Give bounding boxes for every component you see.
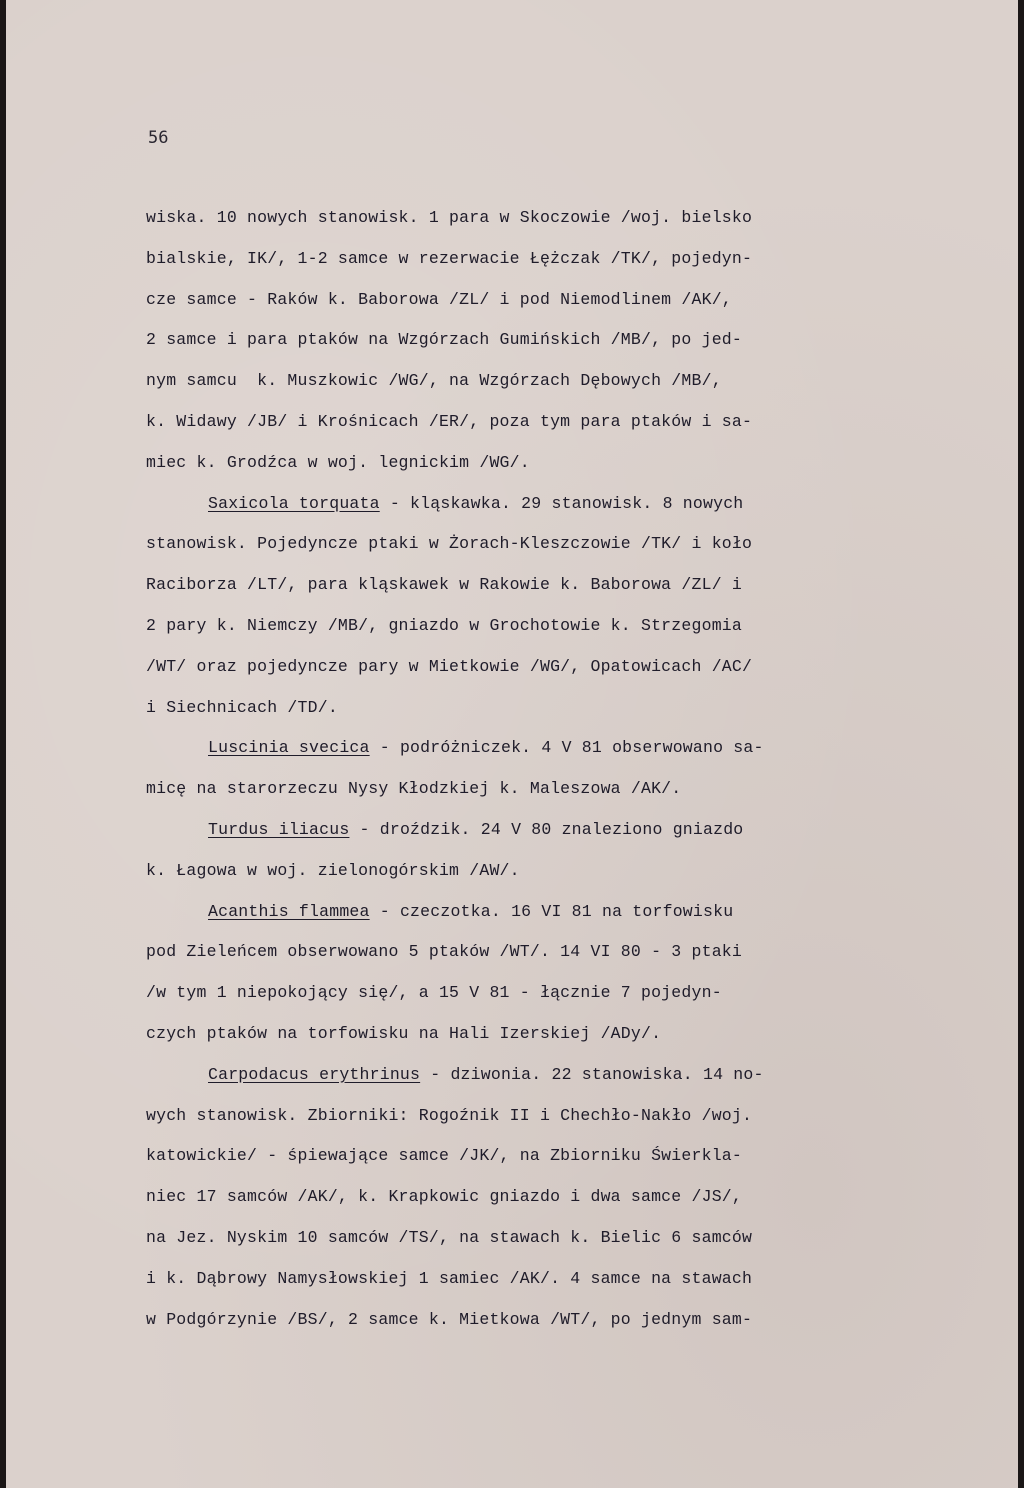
species-name: Turdus iliacus bbox=[208, 819, 350, 839]
text-line bbox=[146, 1136, 906, 1177]
text-line bbox=[146, 239, 906, 280]
line-text: Raciborza /LT/, para kląskawek w Rakowie k. Baborowa /ZL/ i bbox=[146, 575, 742, 595]
line-text: 2 pary k. Niemczy /MB/, gniazdo w Grochotowie k. Strzegomia bbox=[146, 615, 742, 635]
species-entry-line bbox=[146, 1055, 906, 1096]
species-name: Carpodacus erythrinus bbox=[208, 1064, 421, 1084]
line-text: nym samcu k. Muszkowic /WG/, na Wzgórzach Dębowych /MB/, bbox=[146, 371, 722, 391]
text-line bbox=[146, 973, 906, 1014]
species-name: Acanthis flammea bbox=[208, 901, 370, 921]
text-line bbox=[146, 565, 906, 606]
document-page bbox=[6, 0, 1018, 1488]
text-line bbox=[146, 443, 906, 484]
species-entry-line bbox=[146, 728, 906, 769]
line-text: /WT/ oraz pojedyncze pary w Mietkowie /WG/, Opatowicach /AC/ bbox=[146, 656, 753, 676]
line-text: - podróżniczek. 4 V 81 obserwowano sa- bbox=[369, 738, 764, 758]
line-text: pod Zieleńcem obserwowano 5 ptaków /WT/. 14 VI 80 - 3 ptaki bbox=[146, 942, 742, 962]
line-text: stanowisk. Pojedyncze ptaki w Żorach-Kleszczowie /TK/ i koło bbox=[146, 534, 753, 554]
line-text: /w tym 1 niepokojący się/, a 15 V 81 - łącznie 7 pojedyn- bbox=[146, 983, 722, 1003]
line-text: bialskie, IK/, 1-2 samce w rezerwacie Łężczak /TK/, pojedyn- bbox=[146, 248, 753, 268]
body-text bbox=[146, 198, 906, 1340]
species-entry-line bbox=[146, 810, 906, 851]
text-line bbox=[146, 1014, 906, 1055]
species-entry-line bbox=[146, 892, 906, 933]
page-number: 56 bbox=[148, 128, 169, 148]
line-text: - czeczotka. 16 VI 81 na torfowisku bbox=[369, 901, 734, 921]
text-line bbox=[146, 320, 906, 361]
text-line bbox=[146, 198, 906, 239]
text-line bbox=[146, 769, 906, 810]
line-text: wych stanowisk. Zbiorniki: Rogoźnik II i Chechło-Nakło /woj. bbox=[146, 1105, 753, 1125]
line-text: niec 17 samców /AK/, k. Krapkowic gniazdo i dwa samce /JS/, bbox=[146, 1187, 742, 1207]
text-line bbox=[146, 606, 906, 647]
line-text: - dziwonia. 22 stanowiska. 14 no- bbox=[420, 1064, 764, 1084]
text-line bbox=[146, 524, 906, 565]
line-text: na Jez. Nyskim 10 samców /TS/, na stawach k. Bielic 6 samców bbox=[146, 1227, 753, 1247]
species-entry-line bbox=[146, 484, 906, 525]
text-line bbox=[146, 851, 906, 892]
text-line bbox=[146, 932, 906, 973]
text-line bbox=[146, 1300, 906, 1341]
line-text: - droździk. 24 V 80 znaleziono gniazdo bbox=[349, 819, 744, 839]
text-line bbox=[146, 688, 906, 729]
species-name: Saxicola torquata bbox=[208, 493, 380, 513]
line-text: i Siechnicach /TD/. bbox=[146, 697, 338, 717]
text-line bbox=[146, 647, 906, 688]
line-text: k. Łagowa w woj. zielonogórskim /AW/. bbox=[146, 860, 520, 880]
species-name: Luscinia svecica bbox=[208, 738, 370, 758]
line-text: i k. Dąbrowy Namysłowskiej 1 samiec /AK/. 4 samce na stawach bbox=[146, 1268, 753, 1288]
line-text: miec k. Grodźca w woj. legnickim /WG/. bbox=[146, 452, 530, 472]
text-line bbox=[146, 280, 906, 321]
text-line bbox=[146, 1096, 906, 1137]
line-text: 2 samce i para ptaków na Wzgórzach Gumińskich /MB/, po jed- bbox=[146, 330, 742, 350]
line-text: cze samce - Raków k. Baborowa /ZL/ i pod Niemodlinem /AK/, bbox=[146, 289, 732, 309]
line-text: micę na starorzeczu Nysy Kłodzkiej k. Maleszowa /AK/. bbox=[146, 779, 682, 799]
text-line bbox=[146, 1218, 906, 1259]
line-text: k. Widawy /JB/ i Krośnicach /ER/, poza tym para ptaków i sa- bbox=[146, 411, 753, 431]
line-text: czych ptaków na torfowisku na Hali Izerskiej /ADy/. bbox=[146, 1023, 662, 1043]
text-line bbox=[146, 1177, 906, 1218]
text-line bbox=[146, 361, 906, 402]
line-text: - kląskawka. 29 stanowisk. 8 nowych bbox=[379, 493, 744, 513]
line-text: wiska. 10 nowych stanowisk. 1 para w Skoczowie /woj. bielsko bbox=[146, 208, 753, 227]
text-line bbox=[146, 402, 906, 443]
line-text: w Podgórzynie /BS/, 2 samce k. Mietkowa /WT/, po jednym sam- bbox=[146, 1309, 753, 1329]
text-line bbox=[146, 1259, 906, 1300]
line-text: katowickie/ - śpiewające samce /JK/, na Zbiorniku Świerkla- bbox=[146, 1146, 742, 1166]
